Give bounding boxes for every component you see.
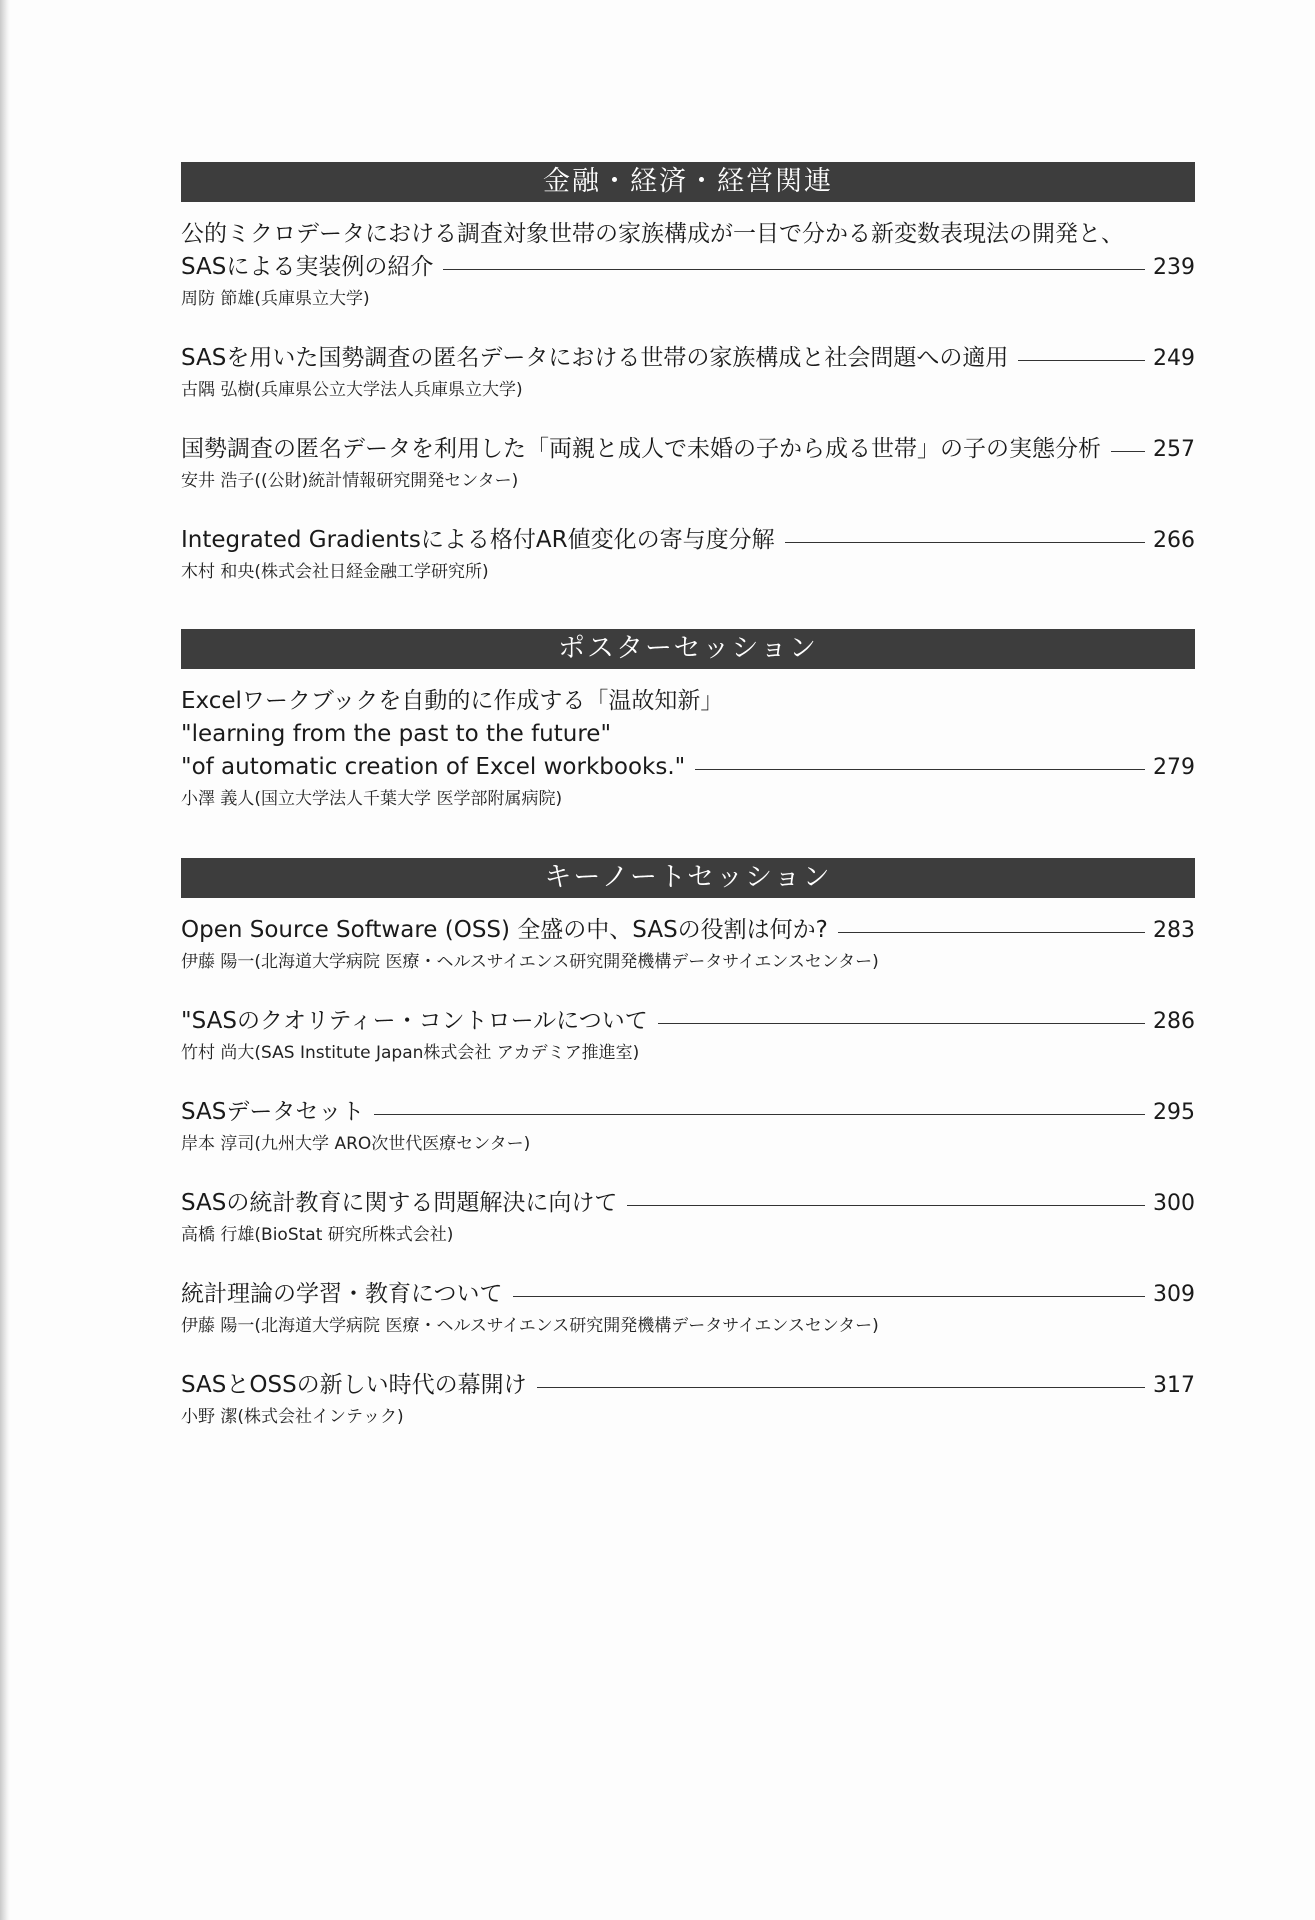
entry-author: 小野 潔(株式会社インテック) [181, 1407, 404, 1427]
section-header: キーノートセッション [181, 858, 1195, 898]
leader-line [1018, 360, 1145, 361]
toc-section-keynote [181, 858, 1195, 1430]
toc-entry[interactable] [181, 342, 1195, 403]
page-number: 239 [1153, 255, 1195, 280]
section-entries [181, 669, 1195, 812]
entry-title-line: Integrated Gradientsによる格付AR値変化の寄与度分解 [181, 527, 775, 553]
entry-author: 竹村 尚大(SAS Institute Japan株式会社 アカデミア推進室) [181, 1043, 640, 1063]
page-number: 286 [1153, 1009, 1195, 1034]
entry-title-line: SASによる実装例の紹介 [181, 254, 434, 280]
entry-title-final-line [181, 1187, 1195, 1220]
entry-author: 高橋 行雄(BioStat 研究所株式会社) [181, 1225, 454, 1245]
section-header: ポスターセッション [181, 629, 1195, 669]
section-header: 金融・経済・経営関連 [181, 162, 1195, 202]
entry-author: 安井 浩子((公財)統計情報研究開発センター) [181, 471, 519, 491]
entry-title-line: Excelワークブックを自動的に作成する「温故知新」 [181, 688, 724, 714]
toc-entry[interactable] [181, 1187, 1195, 1248]
entry-title-line: Open Source Software (OSS) 全盛の中、SASの役割は何か? [181, 917, 828, 943]
entry-title [181, 1187, 1195, 1220]
leader-line [695, 769, 1145, 770]
entry-title-final-line [181, 524, 1195, 557]
entry-title-final-line [181, 342, 1195, 375]
entry-author: 岸本 淳司(九州大学 ARO次世代医療センター) [181, 1134, 531, 1154]
page-number: 279 [1153, 755, 1195, 780]
entry-author: 木村 和央(株式会社日経金融工学研究所) [181, 562, 489, 582]
leader-line [537, 1387, 1145, 1388]
toc-entry[interactable] [181, 433, 1195, 494]
entry-title-final-line [181, 1096, 1195, 1129]
entry-title-final-line [181, 433, 1195, 466]
entry-title [181, 524, 1195, 557]
table-of-contents [181, 162, 1195, 1470]
entry-title [181, 218, 1195, 284]
leader-line [627, 1205, 1145, 1206]
entry-title-line: SASデータセット [181, 1099, 365, 1125]
entry-title [181, 1278, 1195, 1311]
toc-entry[interactable] [181, 1369, 1195, 1430]
entry-author: 伊藤 陽一(北海道大学病院 医療・ヘルスサイエンス研究開発機構データサイエンスセンター) [181, 952, 879, 972]
toc-entry[interactable] [181, 524, 1195, 585]
entry-author: 伊藤 陽一(北海道大学病院 医療・ヘルスサイエンス研究開発機構データサイエンスセンター) [181, 1316, 879, 1336]
entry-title-line: 公的ミクロデータにおける調査対象世帯の家族構成が一目で分かる新変数表現法の開発と、 [181, 221, 1124, 247]
entry-title [181, 1096, 1195, 1129]
entry-title [181, 1005, 1195, 1038]
toc-section-poster [181, 629, 1195, 812]
entry-title-line: SASとOSSの新しい時代の幕開け [181, 1372, 527, 1398]
entry-title-line: 統計理論の学習・教育について [181, 1281, 503, 1307]
entry-title-line: SASを用いた国勢調査の匿名データにおける世帯の家族構成と社会問題への適用 [181, 345, 1009, 371]
entry-author: 小澤 義人(国立大学法人千葉大学 医学部附属病院) [181, 789, 563, 809]
entry-title [181, 1369, 1195, 1402]
entry-title-final-line [181, 914, 1195, 947]
entry-title-line: "of automatic creation of Excel workbooks." [181, 754, 686, 780]
entry-title-line: 国勢調査の匿名データを利用した「両親と成人で未婚の子から成る世帯」の子の実態分析 [181, 436, 1101, 462]
entry-title [181, 342, 1195, 375]
page-number: 309 [1153, 1282, 1195, 1307]
entry-title-final-line [181, 751, 1195, 784]
toc-section-finance [181, 162, 1195, 585]
entry-author: 周防 節雄(兵庫県立大学) [181, 289, 370, 309]
entry-title [181, 433, 1195, 466]
leader-line [1111, 451, 1145, 452]
leader-line [838, 932, 1145, 933]
section-entries [181, 898, 1195, 1430]
leader-line [374, 1114, 1145, 1115]
section-entries [181, 202, 1195, 585]
page-number: 317 [1153, 1373, 1195, 1398]
page-binding-edge [0, 0, 10, 1920]
toc-entry[interactable] [181, 1005, 1195, 1066]
page-number: 295 [1153, 1100, 1195, 1125]
entry-author: 古隅 弘樹(兵庫県公立大学法人兵庫県立大学) [181, 380, 523, 400]
toc-entry[interactable] [181, 218, 1195, 312]
entry-title [181, 685, 1195, 784]
leader-line [513, 1296, 1145, 1297]
page-number: 266 [1153, 528, 1195, 553]
entry-title-line: "SASのクオリティー・コントロールについて [181, 1008, 648, 1034]
page-number: 257 [1153, 437, 1195, 462]
page-number: 283 [1153, 918, 1195, 943]
entry-title-line: SASの統計教育に関する問題解決に向けて [181, 1190, 618, 1216]
toc-entry[interactable] [181, 685, 1195, 812]
leader-line [443, 269, 1145, 270]
entry-title [181, 914, 1195, 947]
toc-entry[interactable] [181, 1096, 1195, 1157]
entry-title-final-line [181, 251, 1195, 284]
page-number: 300 [1153, 1191, 1195, 1216]
entry-title-final-line [181, 1278, 1195, 1311]
entry-title-final-line [181, 1005, 1195, 1038]
toc-entry[interactable] [181, 914, 1195, 975]
toc-entry[interactable] [181, 1278, 1195, 1339]
leader-line [658, 1023, 1145, 1024]
entry-title-final-line [181, 1369, 1195, 1402]
leader-line [785, 542, 1145, 543]
page-number: 249 [1153, 346, 1195, 371]
entry-title-line: "learning from the past to the future" [181, 721, 612, 747]
